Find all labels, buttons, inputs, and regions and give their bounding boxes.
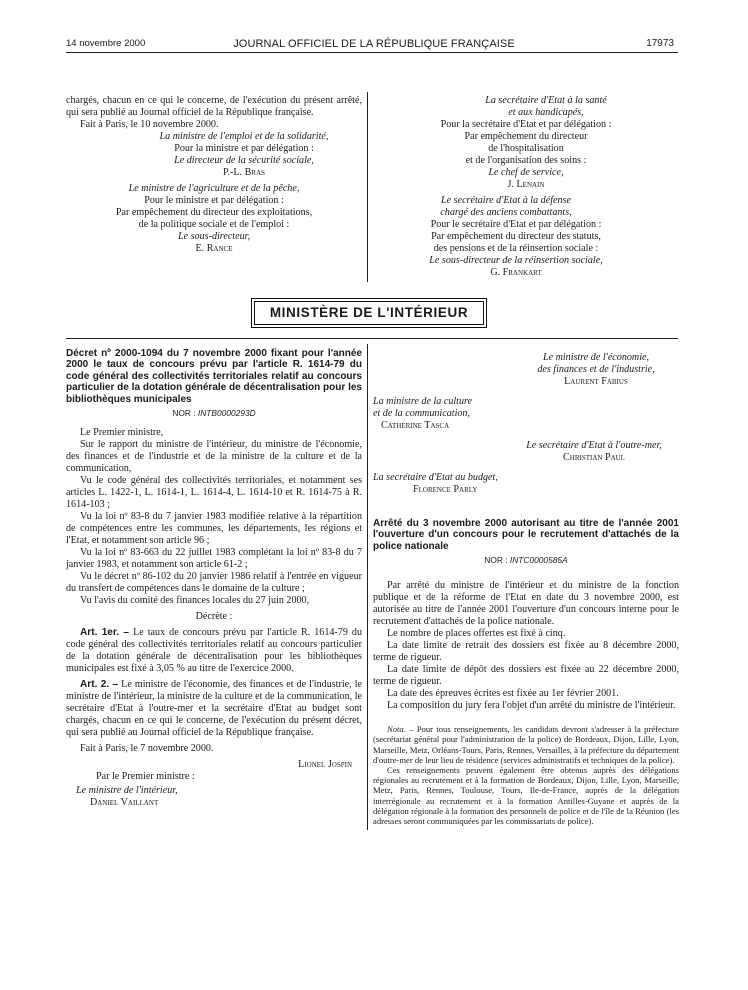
article-2 bbox=[66, 679, 362, 739]
top-right-column bbox=[373, 95, 679, 279]
signatory-line: Par empêchement du directeur des statuts, bbox=[431, 231, 601, 242]
signatory-line: Pour la secrétaire d'Etat et par délégation : bbox=[440, 119, 612, 130]
signatory-name: J. Lenain bbox=[507, 179, 545, 190]
signatory-title: La secrétaire d'Etat au budget, bbox=[373, 472, 498, 483]
signatory-line: Pour la ministre et par délégation : bbox=[174, 143, 314, 154]
decree-title: Décret nº 2000-1094 du 7 novembre 2000 fixant pour l'année 2000 le taux de concours prévu par l'article R. 1614-79 du code général des collectivités territoriales relatif au concours particulier de la dotation générale de décentralisation pour les bibliothèques municipales bbox=[66, 348, 362, 405]
signatory-line: Le sous-directeur de la réinsertion sociale, bbox=[429, 255, 603, 266]
signatory-title: Le ministre de l'agriculture et de la pêche, bbox=[128, 183, 300, 194]
arrete-note bbox=[373, 724, 679, 765]
right-column bbox=[373, 352, 679, 826]
column-divider bbox=[367, 344, 368, 830]
ministry-heading: MINISTÈRE DE L'INTÉRIEUR bbox=[254, 301, 484, 325]
arrete-paragraph: La date limite de dépôt des dossiers est fixée au 22 décembre 2000, terme de rigueur. bbox=[373, 664, 679, 688]
signatory-title: Le ministre de l'intérieur, bbox=[76, 785, 178, 797]
signatory-title: Le secrétaire d'Etat à l'outre-mer, bbox=[526, 440, 662, 451]
decree-column bbox=[66, 348, 362, 809]
signatory-line: Le directeur de la sécurité sociale, bbox=[174, 155, 314, 166]
decree-paragraph: Vu la loi nº 83-663 du 22 juillet 1983 complétant la loi nº 83-8 du 7 janvier 1983, et notamment son article 61-2 ; bbox=[66, 547, 362, 571]
signatory-title: La ministre de la culture bbox=[373, 396, 473, 407]
decree-paragraph: Vu l'avis du comité des finances locales du 27 juin 2000, bbox=[80, 595, 310, 607]
article-label: Art. 2. – bbox=[80, 679, 119, 691]
signatory-name: Laurent Fabius bbox=[564, 376, 628, 387]
signature-date: Fait à Paris, le 7 novembre 2000. bbox=[80, 743, 214, 755]
signatory-line: Par empêchement du directeur bbox=[464, 131, 588, 142]
arrete-paragraph: Par arrêté du ministre de l'intérieur et du ministre de la fonction publique et de la réforme de l'Etat en date du 3 novembre 2000, est autorisée au titre de l'année 2001 l'ouverture d'un concours interne pour le recrutement d'attachés de la police nationale. bbox=[373, 580, 679, 628]
signatory-name: Lionel Jospin bbox=[298, 759, 352, 771]
signatory-title: et de la communication, bbox=[373, 408, 470, 419]
signatory-name: Christian Paul bbox=[563, 452, 625, 463]
signatory-title: Le secrétaire d'Etat à la défense bbox=[441, 195, 571, 206]
article-1 bbox=[66, 627, 362, 675]
header-date: 14 novembre 2000 bbox=[66, 38, 146, 49]
decree-paragraph: Vu la loi nº 83-8 du 7 janvier 1983 modifiée relative à la répartition de compétences entre les communes, les départements, les régions et l'Etat, et notamment son article 96 ; bbox=[66, 511, 362, 547]
article-text: Le taux de concours prévu par l'article R. 1614-79 du code général des collectivités territoriales relatif au concours particulier de la dotation générale de décentralisation pour les bibliothèques municipales est fixé à 3,05 % au titre de l'exercice 2000. bbox=[66, 627, 362, 675]
arrete-title: Arrêté du 3 novembre 2000 autorisant au titre de l'année 2001 l'ouverture d'un concours pour le recrutement d'attachés de la police nationale bbox=[373, 518, 679, 552]
signatory-line: et de l'organisation des soins : bbox=[465, 155, 587, 166]
arrete-note: Ces renseignements peuvent également être obtenus auprès des délégations régionales au recrutement et à la formation de Bordeaux, Dijon, Lille, Lyon, Marseille, Metz, Paris, Rennes, Toulouse, Tours, Ile-de-France, auprès de la délégation interrégionale au recrutement et à la formation Antilles-Guyane et auprès de la délégation régionale à la formation des personnels de police et de l'île de la Réunion (les adresses seront communiquées par les commissariats de police). bbox=[373, 765, 679, 827]
header-rule bbox=[66, 52, 678, 53]
signatory-title: La secrétaire d'Etat à la santé bbox=[485, 95, 607, 106]
signatory-line: Pour le ministre et par délégation : bbox=[144, 195, 284, 206]
journal-title: JOURNAL OFFICIEL DE LA RÉPUBLIQUE FRANÇAISE bbox=[233, 38, 515, 50]
signatory-name: G. Frankart bbox=[490, 267, 542, 278]
decree-paragraph: Sur le rapport du ministre de l'intérieur, du ministre de l'économie, des finances et de l'industrie et de la ministre de la culture et de la communication, bbox=[66, 439, 362, 475]
nor-code: INTC0000585A bbox=[509, 555, 568, 566]
nor-label: NOR : bbox=[484, 555, 508, 566]
signatory-name: Daniel Vaillant bbox=[90, 797, 159, 809]
arrete-paragraph: La date des épreuves écrites est fixée au 1er février 2001. bbox=[387, 688, 619, 700]
signature-date: Fait à Paris, le 10 novembre 2000. bbox=[80, 119, 219, 130]
signatory-title: chargé des anciens combattants, bbox=[440, 207, 572, 218]
column-divider bbox=[367, 92, 368, 282]
signatory-line: Le chef de service, bbox=[488, 167, 564, 178]
signatory-title: et aux handicapés, bbox=[508, 107, 584, 118]
signatory-name: P.-L. Bras bbox=[223, 167, 265, 178]
note-text: Pour tous renseignements, les candidats devront s'adresser à la préfecture (secrétariat général pour l'administration de la police) de Bordeaux, Dijon, Lille, Lyon, Marseille, Metz, Orléans-Tours, Paris, Rennes, Versailles, à la préfecture du département d'outre-mer de leur lieu de résidence (services administratifs et techniques de la police). bbox=[373, 724, 679, 765]
signatory-name: Florence Parly bbox=[413, 484, 478, 495]
section-rule bbox=[66, 338, 678, 339]
nor-label: NOR : bbox=[172, 408, 196, 419]
note-label: Nota. – bbox=[387, 724, 414, 735]
top-left-column bbox=[66, 95, 362, 255]
decree-nor bbox=[66, 407, 362, 419]
signatory-title: La ministre de l'emploi et de la solidarité, bbox=[159, 131, 329, 142]
decrete-heading: Décrète : bbox=[195, 611, 233, 623]
decree-paragraph: Le Premier ministre, bbox=[80, 427, 164, 439]
decree-paragraph: Vu le décret nº 86-102 du 20 janvier 1986 relatif à l'entrée en vigueur du transfert de compétences dans le domaine de la culture ; bbox=[66, 571, 362, 595]
decree-paragraph: Vu le code général des collectivités territoriales, et notamment ses articles L. 1422-1, L. 1614-1, L. 1614-4, L. 1614-10 et R. 1614-75 à R. 1614-103 ; bbox=[66, 475, 362, 511]
nor-code: INTB0000293D bbox=[197, 408, 256, 419]
article-text: Le ministre de l'économie, des finances et de l'industrie, le ministre de l'intérieur, la ministre de la culture et de la communication, le secrétaire d'Etat à l'outre-mer et la secrétaire d'Etat au budget sont chargés, chacun en ce qui le concerne, de l'exécution du présent décret, qui sera publié au Journal officiel de la République française. bbox=[66, 679, 362, 739]
signatory-title: des finances et de l'industrie, bbox=[537, 364, 655, 375]
signatory-line: de l'hospitalisation bbox=[488, 143, 564, 154]
closing-paragraph: chargés, chacun en ce qui le concerne, de l'exécution du présent arrêté, qui sera publié au Journal officiel de la République française. bbox=[66, 95, 362, 118]
arrete-nor bbox=[373, 554, 679, 566]
signatory-line: Le sous-directeur, bbox=[178, 231, 250, 242]
page-number: 17973 bbox=[646, 38, 674, 49]
signatory-line: de la politique sociale et de l'emploi : bbox=[138, 219, 290, 230]
signatory-name: E. Rance bbox=[195, 243, 233, 254]
signatory-line: des pensions et de la réinsertion sociale : bbox=[433, 243, 599, 254]
signatory-title: Le ministre de l'économie, bbox=[542, 352, 650, 363]
arrete-paragraph: La date limite de retrait des dossiers est fixée au 8 décembre 2000, terme de rigueur. bbox=[373, 640, 679, 664]
article-label: Art. 1er. – bbox=[80, 627, 130, 639]
arrete-paragraph: La composition du jury fera l'objet d'un arrêté du ministre de l'intérieur. bbox=[387, 700, 676, 712]
signatory-line: Pour le secrétaire d'Etat et par délégation : bbox=[430, 219, 602, 230]
signatory-name: Catherine Tasca bbox=[381, 420, 450, 431]
arrete-paragraph: Le nombre de places offertes est fixé à cinq. bbox=[387, 628, 566, 640]
signatory-line: Par le Premier ministre : bbox=[96, 771, 195, 783]
signatory-line: Par empêchement du directeur des exploitations, bbox=[115, 207, 313, 218]
